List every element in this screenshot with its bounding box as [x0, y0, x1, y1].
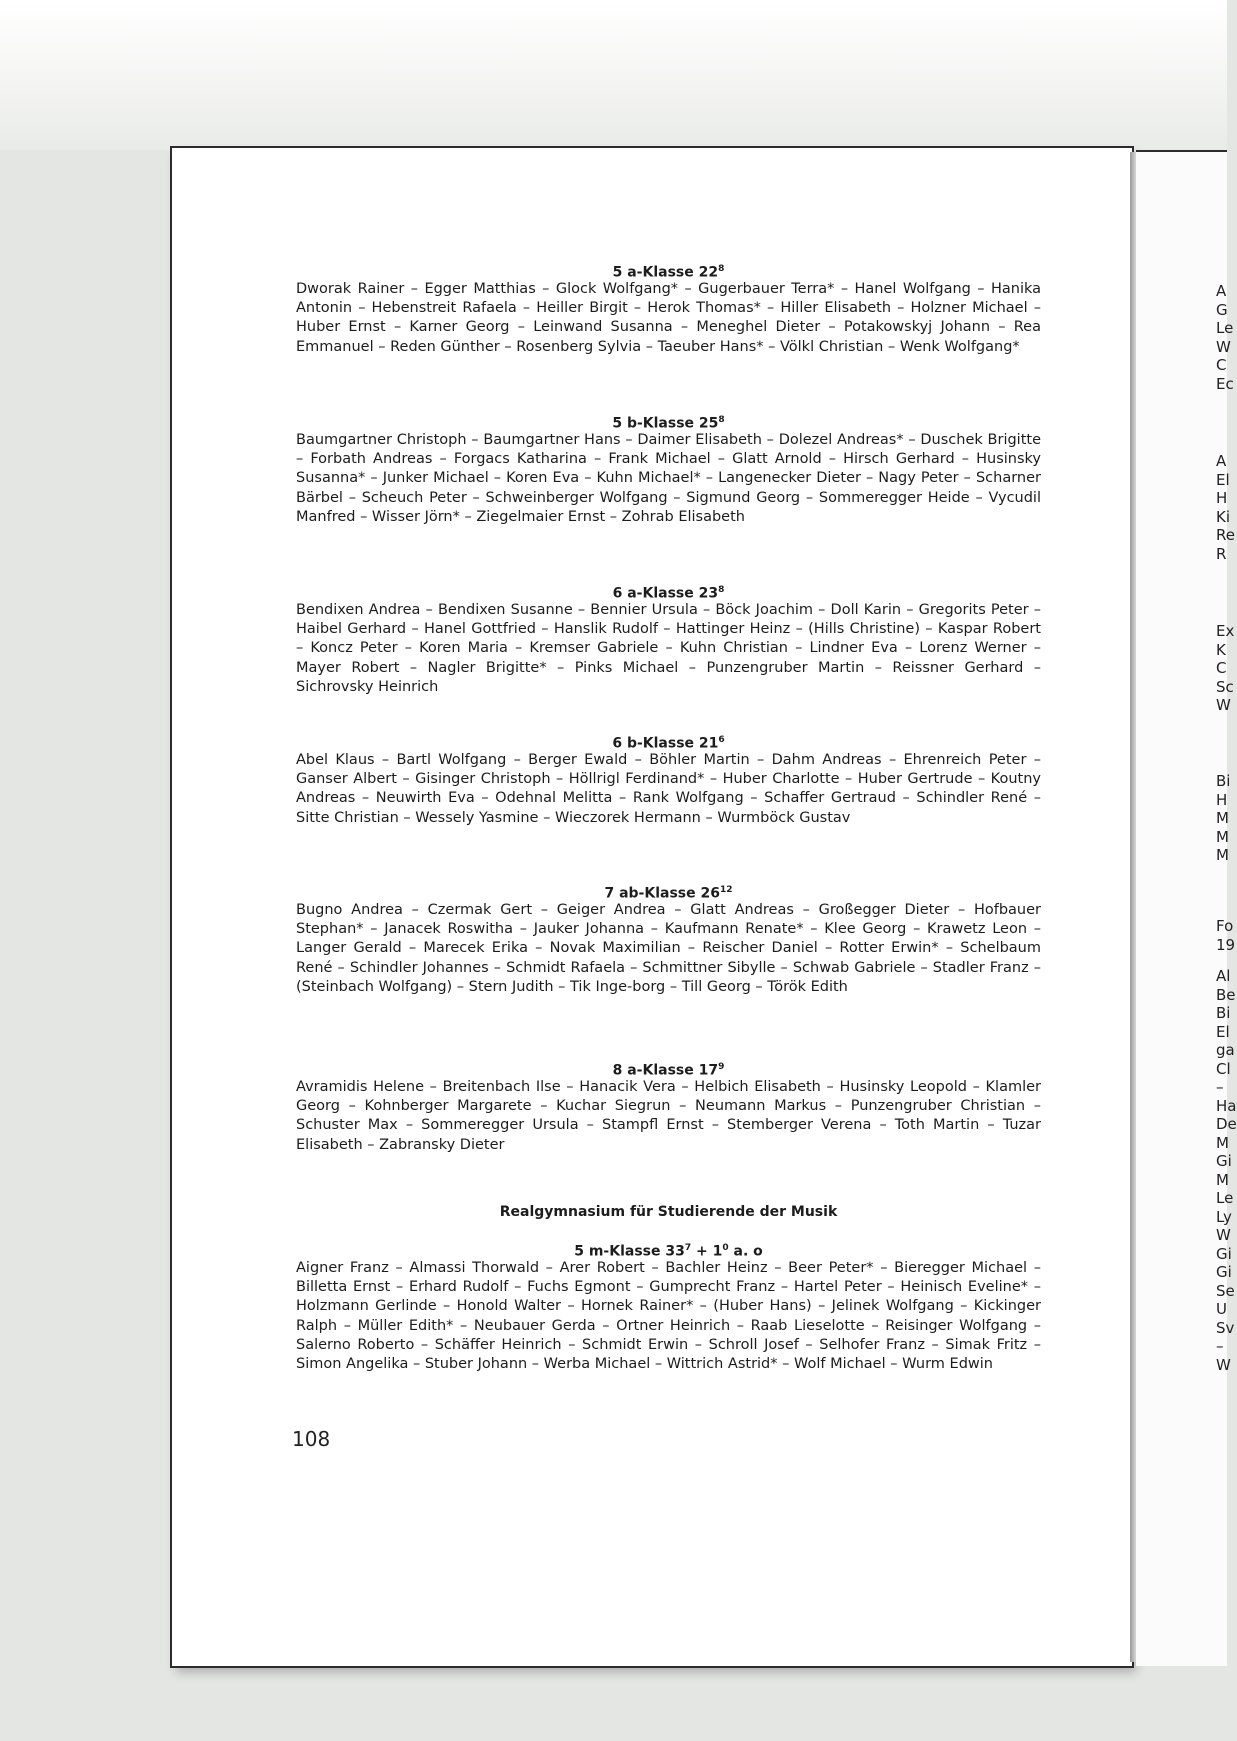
edge-fragment: H	[1216, 489, 1228, 507]
edge-fragment: W	[1216, 337, 1231, 356]
edge-fragment: Re	[1216, 526, 1235, 544]
edge-fragment: El	[1216, 1022, 1230, 1041]
edge-fragment: M	[1216, 1170, 1229, 1189]
class-heading-text: 5 b-Klasse 25	[612, 415, 719, 432]
class-heading-extra: + 1	[691, 1243, 723, 1260]
class-heading-text: 7 ab-Klasse 26	[604, 885, 720, 902]
edge-fragment: Le	[1216, 319, 1234, 337]
class-heading-sup: 7	[684, 1243, 692, 1253]
edge-fragment: De	[1216, 1115, 1237, 1133]
page-number: 108	[292, 1427, 331, 1451]
edge-fragment: Gi	[1216, 1263, 1232, 1281]
edge-fragment: Ex	[1216, 622, 1235, 640]
edge-fragment: C	[1216, 356, 1227, 374]
student-names: Bendixen Andrea – Bendixen Susanne – Bennier Ursula – Böck Joachim – Doll Karin – Gregorits Peter – Haibel Gerhard – Hanel Gottfried – Hanslik Rudolf – Hattinger Heinz – (Hills Christine) – Kaspar Robert – Koncz Peter – Koren Maria – Kremser Gabriele – Kuhn Christian – Lindner Eva – Lorenz Werner – Mayer Robert – Nagler Brigitte* – Pinks Michael – Punzengruber Martin – Reissner Gerhard – Sichrovsky Heinrich	[296, 602, 1041, 695]
edge-fragment: C	[1216, 659, 1227, 677]
class-heading	[296, 258, 1041, 280]
student-names: Abel Klaus – Bartl Wolfgang – Berger Ewald – Böhler Martin – Dahm Andreas – Ehrenreich Peter – Ganser Albert – Gisinger Christoph – Höllrigl Ferdinand* – Huber Charlotte – Huber Gertrude – Koutny Andreas – Neuwirth Eva – Odehnal Melitta – Rank Wolfgang – Schaffer Gertraud – Schindler René – Sitte Christian – Wessely Yasmine – Wieczorek Hermann – Wurmböck Gustav	[296, 752, 1041, 826]
edge-fragment: Sc	[1216, 677, 1234, 696]
class-heading-extra-sup: 0	[722, 1243, 729, 1253]
class-list-content	[296, 258, 1041, 1374]
edge-fragment: –	[1216, 1078, 1224, 1096]
edge-fragment: Gi	[1216, 1244, 1232, 1263]
student-names: Dworak Rainer – Egger Matthias – Glock Wolfgang* – Gugerbauer Terra* – Hanel Wolfgang – Hanika Antonin – Hebenstreit Rafaela – Heiller Birgit – Herok Thomas* – Hiller Elisabeth – Holzner Michael – Huber Ernst – Karner Georg – Leinwand Susanna – Meneghel Dieter – Potakowskyj Johann – Rea Emmanuel – Reden Günther – Rosenberg Sylvia – Taeuber Hans* – Völkl Christian – Wenk Wolfgang*	[296, 281, 1041, 355]
scan-background	[0, 0, 1227, 150]
class-heading-text: 6 b-Klasse 21	[612, 735, 719, 752]
edge-fragment-group	[1216, 452, 1235, 563]
edge-fragment: Cl	[1216, 1059, 1231, 1078]
class-heading-end: a. o	[728, 1243, 763, 1260]
edge-fragment: ga	[1216, 1041, 1235, 1059]
edge-fragment: W	[1216, 1355, 1231, 1374]
class-heading-sup: 8	[718, 415, 725, 425]
edge-fragment: A	[1216, 282, 1227, 300]
class-section	[296, 258, 1041, 409]
class-heading-sup: 8	[718, 264, 725, 274]
edge-fragment: H	[1216, 790, 1228, 809]
class-heading-text: 6 a-Klasse 23	[612, 585, 719, 602]
class-heading-text: 5 a-Klasse 22	[612, 264, 719, 281]
edge-fragment: A	[1216, 452, 1227, 470]
class-section	[296, 1056, 1041, 1201]
class-heading-text: 8 a-Klasse 17	[612, 1062, 719, 1079]
edge-fragment: M	[1216, 1133, 1229, 1152]
edge-fragment: R	[1216, 544, 1227, 563]
student-names: Aigner Franz – Almassi Thorwald – Arer Robert – Bachler Heinz – Beer Peter* – Bieregger Michael – Billetta Ernst – Erhard Rudolf – Fuchs Egmont – Gumprecht Franz – Hartel Peter – Heinisch Eveline* – Holzmann Gerlinde – Honold Walter – Hornek Rainer* – (Huber Hans) – Jelinek Wolfgang – Kickinger Ralph – Müller Edith* – Neubauer Gerda – Ortner Heinrich – Raab Lieselotte – Reisinger Wolfgang – Salerno Roberto – Schäffer Heinrich – Schmidt Erwin – Schroll Josef – Selhofer Franz – Simak Fritz – Simon Angelika – Stuber Johann – Werba Michael – Wittrich Astrid* – Wolf Michael – Wurm Edwin	[296, 1260, 1041, 1373]
edge-fragment: Ki	[1216, 507, 1231, 526]
class-heading	[296, 579, 1041, 601]
student-names: Avramidis Helene – Breitenbach Ilse – Hanacik Vera – Helbich Elisabeth – Husinsky Leopold – Klamler Georg – Kohnberger Margarete – Kuchar Siegrun – Neumann Markus – Punzengruber Christian – Schuster Max – Sommeregger Ursula – Stampfl Ernst – Stemberger Verena – Toth Martin – Tuzar Elisabeth – Zabransky Dieter	[296, 1079, 1041, 1153]
class-heading	[296, 879, 1041, 901]
edge-fragment: G	[1216, 300, 1228, 319]
edge-fragment: W	[1216, 1226, 1231, 1244]
edge-fragment: Gi	[1216, 1152, 1232, 1170]
edge-fragment: K	[1216, 640, 1226, 659]
edge-fragment: Bi	[1216, 1004, 1231, 1022]
edge-fragment: 19	[1216, 935, 1236, 954]
edge-fragment: M	[1216, 809, 1229, 827]
class-heading-sup: 6	[718, 735, 725, 745]
edge-fragment: Ly	[1216, 1207, 1232, 1226]
edge-fragment-group	[1216, 772, 1230, 865]
class-heading-sup: 9	[718, 1062, 725, 1072]
class-section	[296, 579, 1041, 729]
edge-fragment-group	[1216, 282, 1234, 393]
edge-fragment: M	[1216, 846, 1229, 864]
edge-fragment: Al	[1216, 967, 1231, 985]
class-heading-sup: 8	[718, 585, 725, 595]
edge-fragment: Sv	[1216, 1318, 1235, 1337]
student-names: Baumgartner Christoph – Baumgartner Hans – Daimer Elisabeth – Dolezel Andreas* – Duschek Brigitte – Forbath Andreas – Forgacs Katharina – Frank Michael – Glatt Arnold – Hirsch Gerhard – Husinsky Susanna* – Junker Michael – Koren Eva – Kuhn Michael* – Langenecker Dieter – Nagy Peter – Scharner Bärbel – Scheuch Peter – Schweinberger Wolfgang – Sigmund Georg – Sommeregger Heide – Vycudil Manfred – Wisser Jörn* – Ziegelmaier Ernst – Zohrab Elisabeth	[296, 432, 1041, 525]
edge-fragment: –	[1216, 1337, 1224, 1355]
class-section	[296, 729, 1041, 879]
edge-fragment: U	[1216, 1300, 1227, 1318]
edge-fragment: Fo	[1216, 917, 1234, 935]
class-heading-text: 5 m-Klasse 33	[574, 1243, 685, 1260]
class-heading	[296, 729, 1041, 751]
edge-fragment: Ha	[1216, 1096, 1237, 1115]
edge-fragment: Bi	[1216, 772, 1231, 790]
edge-fragment: Be	[1216, 985, 1236, 1004]
edge-fragment-group	[1216, 622, 1234, 715]
class-heading	[296, 409, 1041, 431]
student-names: Bugno Andrea – Czermak Gert – Geiger Andrea – Glatt Andreas – Großegger Dieter – Hofbauer Stephan* – Janacek Roswitha – Jauker Johanna – Kaufmann Renate* – Klee Georg – Krawetz Leon – Langer Gerald – Marecek Erika – Novak Maximilian – Reischer Daniel – Rotter Erwin* – Schelbaum René – Schindler Johannes – Schmidt Rafaela – Schmittner Sibylle – Schwab Gabriele – Stadler Franz – (Steinbach Wolfgang) – Stern Judith – Tik Inge-borg – Till Georg – Török Edith	[296, 902, 1041, 995]
class-section	[296, 409, 1041, 579]
class-heading	[296, 1056, 1041, 1078]
edge-fragment: M	[1216, 827, 1229, 846]
class-heading-sup: 12	[719, 885, 733, 895]
edge-fragment-group	[1216, 917, 1235, 954]
edge-fragment: Ec	[1216, 374, 1234, 393]
adjacent-page-edge	[1136, 150, 1237, 1666]
class-section-music	[296, 1237, 1041, 1374]
edge-fragment: Le	[1216, 1189, 1234, 1207]
edge-fragment-group	[1216, 967, 1237, 1374]
class-section	[296, 879, 1041, 1056]
edge-fragment: Se	[1216, 1281, 1235, 1300]
class-heading	[296, 1237, 1041, 1259]
school-subtitle: Realgymnasium für Studierende der Musik	[499, 1204, 838, 1220]
edge-fragment: El	[1216, 470, 1230, 489]
edge-fragment: W	[1216, 696, 1231, 714]
